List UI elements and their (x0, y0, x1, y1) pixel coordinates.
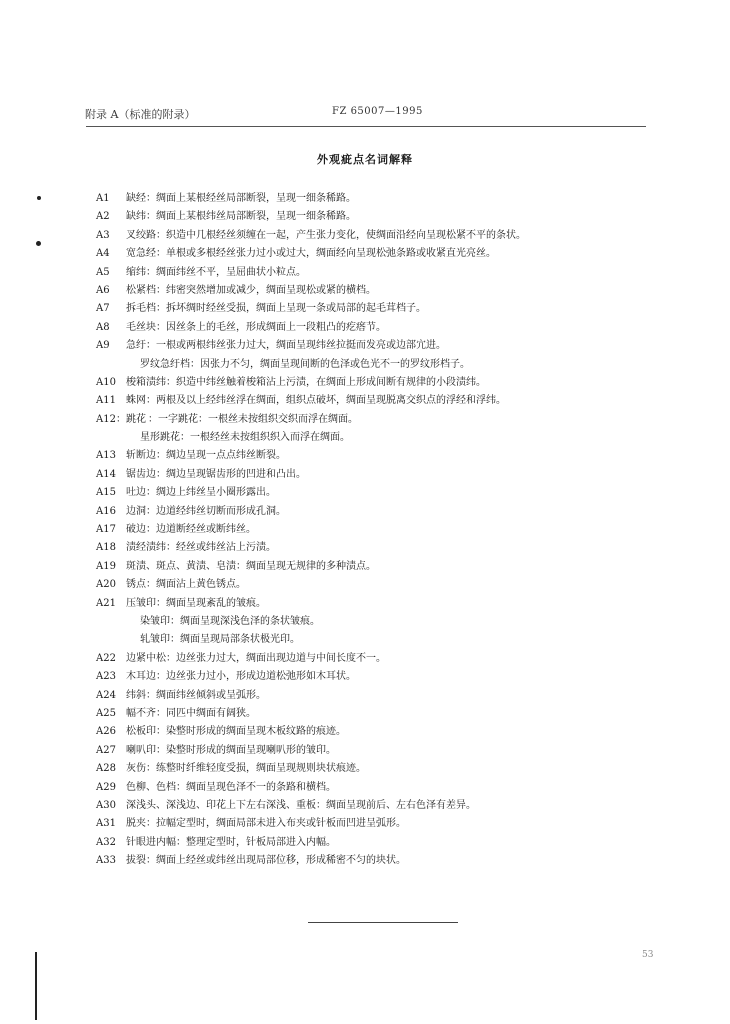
definition-entry (96, 208, 656, 226)
entry-code: A31 (96, 818, 116, 830)
entry-code: A10 (96, 376, 116, 388)
definition-entry (96, 264, 656, 282)
definition-entry (96, 503, 656, 521)
definition-entry (96, 282, 656, 300)
entry-code: A30 (96, 799, 116, 811)
entry-text: 星形跳花：一根经丝未按组织织入而浮在绸面。 (140, 432, 350, 444)
definition-entry (96, 834, 656, 852)
entry-text: ：一字跳花：一根丝未按组织交织而浮在绸面。 (148, 413, 358, 425)
definition-entry (96, 539, 656, 557)
entry-text: 缺经：绸面上某根经丝局部断裂，呈现一细条稀路。 (126, 193, 356, 204)
definition-entry (96, 705, 656, 723)
scan-speck (37, 196, 41, 200)
entry-text: 斑渍、斑点、黄渍、皂渍：绸面呈现无规律的多种渍点。 (126, 560, 376, 572)
entry-text: 松板印：染整时形成的绸面呈现木板纹路的痕迹。 (126, 726, 346, 738)
entry-text: 木耳边：边丝张力过小，形成边道松弛形如木耳状。 (126, 671, 356, 683)
entry-code: A5 (96, 266, 110, 278)
entry-text: 脱夹：拉幅定型时，绸面局部未进入布夹或针板而凹进呈弧形。 (126, 818, 406, 830)
scan-margin-line (35, 952, 37, 1020)
entry-code: A28 (96, 763, 116, 775)
entry-text: 蛛网：两根及以上经纬丝浮在绸面，组织点破坏，绸面呈现脱离交织点的浮经和浮纬。 (126, 395, 506, 407)
definition-entry (96, 356, 656, 374)
definition-entry (96, 411, 656, 429)
definition-entry (96, 576, 656, 594)
entry-code: A24 (96, 689, 116, 701)
definition-entry (96, 558, 656, 576)
definition-entry (96, 779, 656, 797)
entry-text: 斩断边：绸边呈现一点点纬丝断裂。 (126, 450, 286, 462)
entry-text: 松紧档：纬密突然增加或减少，绸面呈现松或紧的横档。 (126, 284, 376, 296)
entry-text: 缺纬：绸面上某根纬丝局部断裂，呈现一细条稀路。 (126, 211, 356, 223)
scan-speck (36, 241, 41, 246)
entry-code: A6 (96, 284, 110, 296)
entry-text: 拆毛档：拆坏绸时经丝受损，绸面上呈现一条或局部的起毛茸档子。 (126, 303, 426, 315)
entry-code: A15 (96, 487, 116, 499)
entry-code: A16 (96, 505, 116, 517)
entry-code: A23 (96, 671, 116, 683)
entry-text: 喇叭印：染整时形成的绸面呈现喇叭形的皱印。 (126, 744, 336, 756)
entry-text: 深浅头、深浅边、印花上下左右深浅、重板：绸面呈现前后、左右色泽有差异。 (126, 799, 476, 811)
entry-text: 色柳、色档：绸面呈现色泽不一的条路和横档。 (126, 781, 336, 793)
entry-text: 毛丝块：因丝条上的毛丝，形成绸面上一段粗凸的疙瘩节。 (126, 321, 386, 333)
definition-entry (96, 742, 656, 760)
entry-code: A20 (96, 579, 116, 591)
definition-entry (96, 337, 656, 355)
definition-entry (96, 723, 656, 741)
definition-entry (96, 650, 656, 668)
definition-entry (96, 484, 656, 502)
entry-code: A27 (96, 744, 116, 756)
definition-entry (96, 613, 656, 631)
entry-code: A22 (96, 652, 116, 664)
definition-entry (96, 300, 656, 318)
header-divider (86, 126, 646, 127)
entry-code: A17 (96, 524, 116, 536)
entry-code: A13 (96, 450, 116, 462)
entry-text: 灰伤：练整时纤维轻度受损，绸面呈现规则块状痕迹。 (126, 763, 366, 775)
footer-divider (308, 922, 458, 923)
entry-code: A2 (96, 211, 110, 223)
definition-entry (96, 595, 656, 613)
definition-entry (96, 392, 656, 410)
entry-code: A14 (96, 468, 116, 480)
entry-text: 吐边：绸边上纬丝呈小圈形露出。 (126, 487, 276, 499)
header-label: 附录 A（标准的附录） (85, 108, 196, 121)
definition-entry (96, 521, 656, 539)
entry-code: A29 (96, 781, 116, 793)
entry-code: A4 (96, 248, 110, 260)
entry-text: 宽急经：单根或多根经丝张力过小或过大，绸面经向呈现松弛条路或收紧直光亮丝。 (126, 248, 496, 260)
entry-code: A8 (96, 321, 110, 333)
entry-text: 锯齿边：绸边呈现锯齿形的凹进和凸出。 (126, 468, 306, 480)
page-number: 53 (642, 950, 654, 960)
entry-text: 缩纬：绸面纬丝不平，呈屈曲状小粒点。 (126, 266, 306, 278)
entry-code: A12：跳花 (96, 413, 146, 425)
page-title: 外观疵点名词解释 (317, 153, 413, 166)
entry-code: A7 (96, 303, 110, 315)
entry-code: A9 (96, 340, 110, 352)
entry-text: 叉绞路：织造中几根经丝须缠在一起，产生张力变化，使绸面沿经向呈现松紧不平的条状。 (126, 229, 526, 241)
entry-text: 拔裂：绸面上经丝或纬丝出现局部位移，形成稀密不匀的块状。 (126, 855, 406, 867)
entry-code: A25 (96, 707, 116, 719)
entry-code: A18 (96, 542, 116, 554)
definition-entry (96, 447, 656, 465)
entry-code: A21 (96, 597, 116, 609)
definition-entry (96, 374, 656, 392)
entry-text: 纬斜：绸面纬丝倾斜或呈弧形。 (126, 689, 266, 701)
header-standard-number: FZ 65007—1995 (332, 106, 423, 117)
definition-entry (96, 668, 656, 686)
entry-text: 渍经渍纬：经丝或纬丝沾上污渍。 (126, 542, 276, 554)
definition-entry (96, 687, 656, 705)
entry-code: A32 (96, 836, 116, 848)
definition-entry (96, 190, 656, 208)
definition-entry (96, 227, 656, 245)
definition-entry (96, 631, 656, 649)
entry-text: 急纡：一根或两根纬丝张力过大，绸面呈现纬丝拉挺而发亮或边部宂进。 (126, 340, 446, 352)
entry-text: 边洞：边道经纬丝切断而形成孔洞。 (126, 505, 286, 517)
entry-code: A1 (96, 193, 110, 204)
definition-entry (96, 429, 656, 447)
entry-text: 压皱印：绸面呈现紊乱的皱痕。 (126, 597, 266, 609)
entry-code: A3 (96, 229, 110, 241)
definition-entry (96, 815, 656, 833)
entry-text: 针眼进内幅：整理定型时，针板局部进入内幅。 (126, 836, 336, 848)
definition-entry (96, 797, 656, 815)
entry-text: 幅不齐：同匹中绸面有阔狭。 (126, 707, 256, 719)
entry-code: A33 (96, 855, 116, 867)
entry-text: 罗纹急纡档：因张力不匀，绸面呈现间断的色泽或色光不一的罗纹形档子。 (140, 358, 470, 370)
entry-code: A26 (96, 726, 116, 738)
entry-text: 梭箱渍纬：织造中纬丝触着梭箱沾上污渍，在绸面上形成间断有规律的小段渍纬。 (126, 376, 486, 388)
entry-code: A19 (96, 560, 116, 572)
entry-text: 染皱印：绸面呈现深浅色泽的条状皱痕。 (140, 615, 320, 627)
definition-entry (96, 245, 656, 263)
definition-list (96, 190, 656, 870)
definition-entry (96, 852, 656, 870)
entry-code: A11 (96, 395, 116, 407)
entry-text: 破边：边道断经丝或断纬丝。 (126, 524, 256, 536)
definition-entry (96, 319, 656, 337)
entry-text: 轧皱印：绸面呈现局部条状极光印。 (140, 634, 300, 646)
definition-entry (96, 760, 656, 778)
definition-entry (96, 466, 656, 484)
entry-text: 边紧中松：边丝张力过大，绸面出现边道与中间长度不一。 (126, 652, 386, 664)
entry-text: 锈点：绸面沾上黄色锈点。 (126, 579, 246, 591)
